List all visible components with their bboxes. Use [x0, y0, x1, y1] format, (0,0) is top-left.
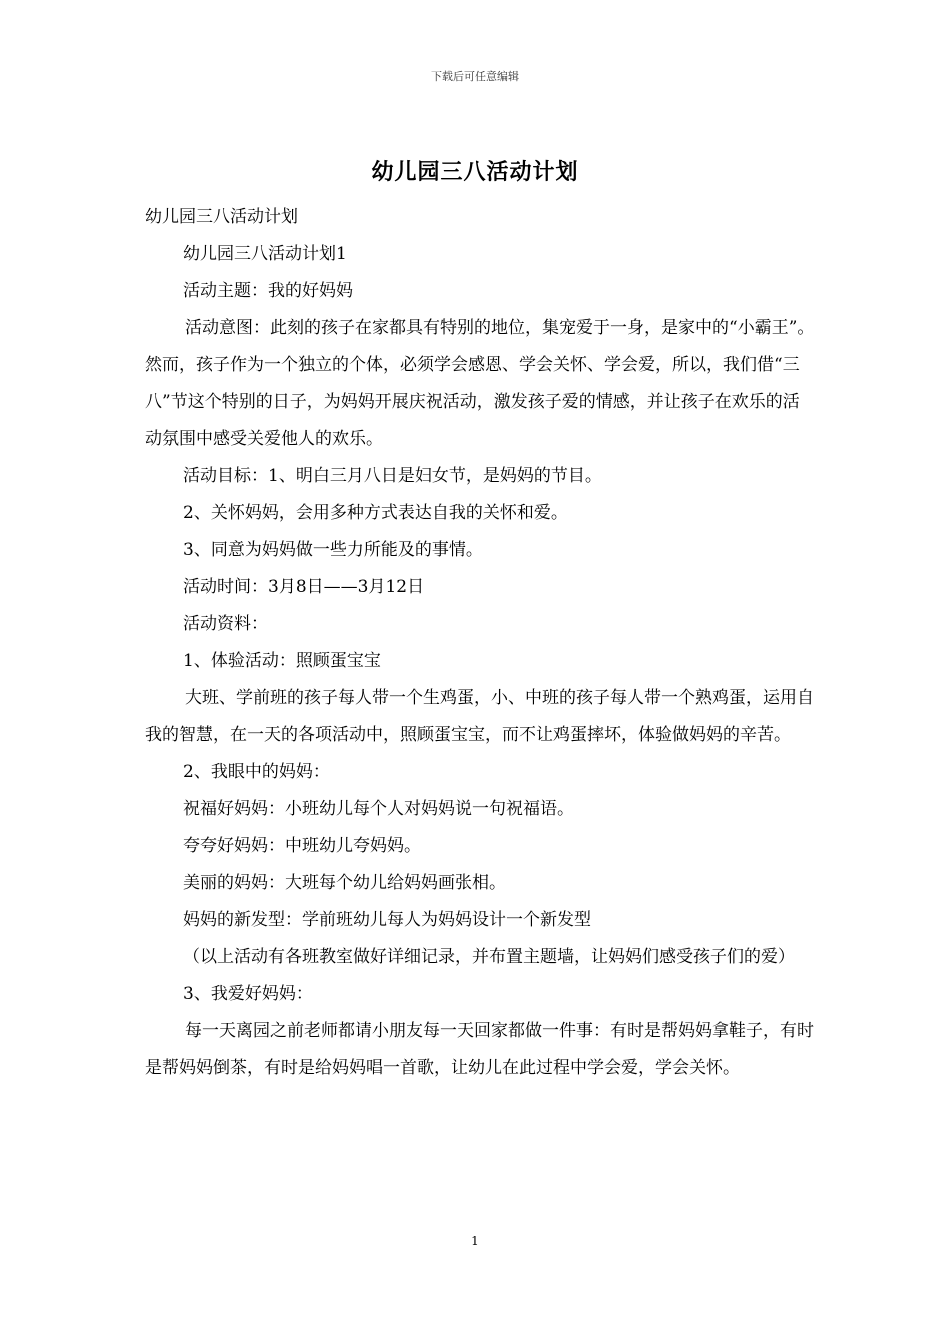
paragraph-activity-2: 2、我眼中的妈妈：: [183, 762, 330, 782]
paragraph-goal-2: 2、关怀妈妈，会用多种方式表达自我的关怀和爱。: [183, 503, 568, 523]
paragraph-note: （以上活动有各班教室做好详细记录，并布置主题墙，让妈妈们感受孩子们的爱）: [183, 947, 795, 967]
paragraph-theme: 活动主题：我的好妈妈: [183, 281, 353, 301]
paragraph-goal-3: 3、同意为妈妈做一些力所能及的事情。: [183, 540, 483, 560]
paragraph-blessing: 祝福好妈妈：小班幼儿每个人对妈妈说一句祝福语。: [183, 799, 574, 819]
paragraph-plan-heading: 幼儿园三八活动计划1: [183, 244, 347, 264]
paragraph-portrait: 美丽的妈妈：大班每个幼儿给妈妈画张相。: [183, 873, 506, 893]
paragraph-egg-care: 大班、学前班的孩子每人带一个生鸡蛋，小、中班的孩子每人带一个熟鸡蛋，运用自我的智慧，在一天的各项活动中，照顾蛋宝宝，而不让鸡蛋摔坏，体验做妈妈的辛苦。: [145, 688, 814, 745]
paragraph-materials: 活动资料：: [183, 614, 268, 634]
paragraph-daily-task: 每一天离园之前老师都请小朋友每一天回家都做一件事：有时是帮妈妈拿鞋子，有时是帮妈妈倒茶，有时是给妈妈唱一首歌，让幼儿在此过程中学会爱，学会关怀。: [145, 1021, 814, 1078]
document-title: 幼儿园三八活动计划: [371, 160, 579, 185]
paragraph-goal-1: 活动目标：1、明白三月八日是妇女节，是妈妈的节目。: [183, 466, 602, 486]
page-number: 1: [471, 1234, 479, 1248]
paragraph-time: 活动时间：3月8日——3月12日: [183, 577, 425, 597]
paragraph-activity-1: 1、体验活动：照顾蛋宝宝: [183, 651, 381, 671]
paragraph-intent: 活动意图：此刻的孩子在家都具有特别的地位，集宠爱于一身，是家中的“小霸王”。然而，孩子作为一个独立的个体，必须学会感恩、学会关怀、学会爱，所以，我们借“三八”节这个特别的日子，为妈妈开展庆祝活动，激发孩子爱的情感，并让孩子在欢乐的活动氛围中感受关爱他人的欢乐。: [145, 318, 815, 449]
paragraph-praise: 夸夸好妈妈：中班幼儿夸妈妈。: [183, 836, 421, 856]
paragraph-activity-3: 3、我爱好妈妈：: [183, 984, 313, 1004]
document-body: [145, 199, 815, 1087]
paragraph-hairstyle: 妈妈的新发型：学前班幼儿每人为妈妈设计一个新发型: [183, 910, 591, 930]
header-note: 下载后可任意编辑: [431, 70, 519, 83]
paragraph-subtitle: 幼儿园三八活动计划: [145, 207, 298, 227]
